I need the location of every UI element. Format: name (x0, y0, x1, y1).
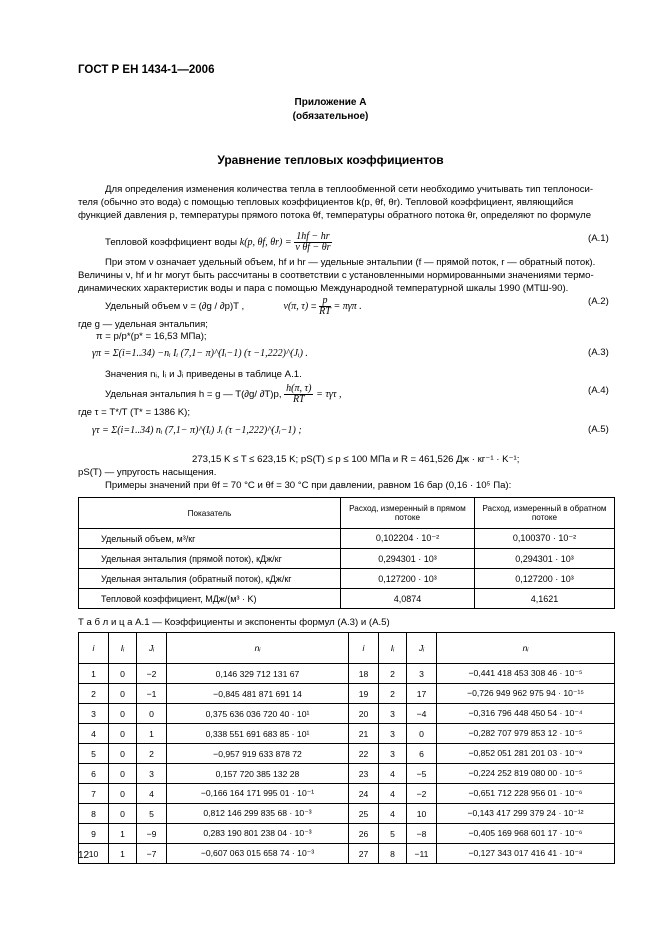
table-row (79, 804, 615, 824)
coef-header-cell: nᵢ (437, 633, 615, 664)
table-cell: 0 (109, 724, 137, 744)
coef-table-caption: Т а б л и ц а А.1 — Коэффициенты и экспоненты формул (А.3) и (А.5) (78, 617, 390, 628)
eq2-rhs: ν(π, τ) (283, 301, 309, 313)
table-cell: 2 (379, 664, 407, 684)
table-cell: 0 (137, 704, 167, 724)
table-cell: −0,852 051 281 201 03 · 10⁻⁹ (437, 744, 615, 764)
eq2-formula: Удельный объем ν = (∂g / ∂p)T , ν(π, τ) = $\frac{p}{RT}$ = πγπ . (105, 295, 362, 317)
eq5-number: (А.5) (588, 424, 609, 435)
table-cell: 6 (79, 764, 109, 784)
page-number: 12 (78, 850, 90, 861)
table-cell: 4 (379, 784, 407, 804)
table-cell: −0,957 919 633 878 72 (167, 744, 349, 764)
table-row (79, 844, 615, 864)
para2-line-1: При этом ν означает удельный объем, hf и hr — удельные энтальпии (f — прямой поток, r — обратный поток). (105, 257, 596, 268)
table-cell: 0 (109, 684, 137, 704)
eq2-label: Удельный объем ν = (∂g / ∂p)T , (105, 301, 245, 313)
table-cell: 0,127200 · 10³ (341, 569, 475, 589)
appendix-status: (обязательное) (292, 111, 369, 122)
eq3-number: (А.3) (588, 347, 609, 358)
eq2-numerator: p (319, 296, 331, 307)
standard-header: ГОСТ Р ЕН 1434-1—2006 (78, 64, 215, 76)
coef-header-cell: i (79, 633, 109, 664)
table-cell: −0,441 418 453 308 46 · 10⁻⁵ (437, 664, 615, 684)
eq3-formula: γπ = Σ(i=1..34) −nᵢ Iᵢ (7,1− π)^(Iᵢ−1) (τ −1,222)^(Jᵢ) . (92, 348, 308, 359)
table-cell: 3 (379, 724, 407, 744)
ranges-line: 273,15 K ≤ T ≤ 623,15 K; pS(T) ≤ p ≤ 100 МПа и R = 461,526 Дж · кг⁻¹ · K⁻¹; (192, 454, 520, 465)
table-cell: −11 (407, 844, 437, 864)
table-cell: −0,143 417 299 379 24 · 10⁻¹² (437, 804, 615, 824)
table-cell: −9 (137, 824, 167, 844)
examples-header-cell: Расход, измеренный в обратном потоке (474, 498, 614, 529)
eq2-denominator: RT (319, 306, 331, 317)
table-cell: 4 (379, 764, 407, 784)
table-row (79, 824, 615, 844)
coef-header-cell: Jᵢ (137, 633, 167, 664)
coef-header-cell: Jᵢ (407, 633, 437, 664)
table-cell: 5 (379, 824, 407, 844)
table-cell: 1 (109, 824, 137, 844)
coef-header-cell: Iᵢ (379, 633, 407, 664)
eq4-label: Удельная энтальпия h = g — T(∂g/ ∂T)p, (105, 389, 282, 401)
table-cell: 21 (349, 724, 379, 744)
eq1-number: (А.1) (588, 233, 609, 244)
table-cell: 20 (349, 704, 379, 724)
table-cell: 19 (349, 684, 379, 704)
table-cell: 0,146 329 712 131 67 (167, 664, 349, 684)
coef-header-cell: Iᵢ (109, 633, 137, 664)
intro-line-2: теля (обычно это вода) с помощью тепловых коэффициентов k(p, θf, θr). Тепловой коэффициент, являющийся (78, 197, 574, 208)
eq4-fraction (284, 384, 313, 405)
table-cell: 10 (407, 804, 437, 824)
table-cell: 0,338 551 691 683 85 · 10¹ (167, 724, 349, 744)
coef-header-cell: nᵢ (167, 633, 349, 664)
table-cell: 3 (407, 664, 437, 684)
table-cell: 25 (349, 804, 379, 824)
coef-table (78, 632, 615, 864)
table-row (79, 764, 615, 784)
eq4-tail: = τγτ , (316, 389, 342, 401)
eq1-formula (105, 232, 332, 253)
eq5-formula: γτ = Σ(i=1..34) nᵢ (7,1− π)^(Iᵢ) Jᵢ (τ −1,222)^(Jᵢ−1) ; (92, 425, 302, 436)
table-cell: 27 (349, 844, 379, 864)
table-cell: −8 (407, 824, 437, 844)
table-cell: 1 (137, 724, 167, 744)
table-cell: 3 (379, 744, 407, 764)
table-cell: −0,405 169 968 601 17 · 10⁻⁶ (437, 824, 615, 844)
table-cell: 0 (109, 664, 137, 684)
table-cell: 4,1621 (474, 589, 614, 609)
table-cell: 4 (137, 784, 167, 804)
table-cell: 8 (79, 804, 109, 824)
table-cell: 3 (379, 704, 407, 724)
table-cell: −0,651 712 228 956 01 · 10⁻⁶ (437, 784, 615, 804)
table-cell: −7 (137, 844, 167, 864)
table-cell: Удельная энтальпия (обратный поток), кДж/кг (79, 569, 341, 589)
para2-line-3: динамических характеристик воды и пара с помощью Международной температурной шкалы 1990 (МТШ-90). (78, 283, 569, 294)
examples-header-cell: Показатель (79, 498, 341, 529)
examples-header-row (79, 498, 615, 529)
table-cell: 9 (79, 824, 109, 844)
table-row (79, 529, 615, 549)
table-cell: −4 (407, 704, 437, 724)
eq1-numerator: 1hf − hr (296, 231, 330, 242)
table-cell: 0,157 720 385 132 28 (167, 764, 349, 784)
saturation-note: pS(T) — упругость насыщения. (78, 467, 217, 478)
examples-header-cell: Расход, измеренный в прямом потоке (341, 498, 475, 529)
table-cell: 1 (109, 844, 137, 864)
table-cell: 0,375 636 036 720 40 · 10¹ (167, 704, 349, 724)
eq2-fraction (319, 296, 331, 317)
table-cell: −2 (407, 784, 437, 804)
examples-intro: Примеры значений при θf = 70 °С и θf = 30 °С при давлении, равном 16 бар (0,16 · 10⁵ Па): (105, 480, 512, 491)
table-cell: 0 (109, 704, 137, 724)
table-cell: −0,282 707 979 853 12 · 10⁻⁵ (437, 724, 615, 744)
table-cell: −0,845 481 871 691 14 (167, 684, 349, 704)
coef-header-row (79, 633, 615, 664)
table-row (79, 724, 615, 744)
eq2-number: (А.2) (588, 296, 609, 307)
table-cell: 24 (349, 784, 379, 804)
table-cell: 5 (137, 804, 167, 824)
table-row (79, 549, 615, 569)
table-cell: 23 (349, 764, 379, 784)
table-row (79, 589, 615, 609)
table-cell: 4 (79, 724, 109, 744)
table-cell: 0 (109, 764, 137, 784)
table-cell: 4,0874 (341, 589, 475, 609)
table-row (79, 684, 615, 704)
table-row (79, 784, 615, 804)
where2: где τ = T*/T (T* = 1386 K); (78, 407, 190, 418)
where1-line-2: π = p/p*(p* = 16,53 МПа); (96, 331, 207, 342)
table-cell: 2 (79, 684, 109, 704)
table-cell: −0,607 063 015 658 74 · 10⁻³ (167, 844, 349, 864)
eq1-denominator: v θf − θr (295, 242, 331, 253)
table-row (79, 569, 615, 589)
table-cell: −1 (137, 684, 167, 704)
table-cell: 0 (407, 724, 437, 744)
table-cell: 0,100370 · 10⁻² (474, 529, 614, 549)
table-cell: Удельная энтальпия (прямой поток), кДж/кг (79, 549, 341, 569)
table-cell: 0 (109, 784, 137, 804)
table-cell: −0,127 343 017 416 41 · 10⁻⁸ (437, 844, 615, 864)
table-row (79, 704, 615, 724)
table-cell: 0,102204 · 10⁻² (341, 529, 475, 549)
para2-line-2: Величины ν, hf и hr могут быть рассчитаны в соответствии с установленными нормированными значениями термо- (78, 270, 594, 281)
where1-line-1: где g — удельная энтальпия; (78, 319, 208, 330)
eq4-denominator: RT (292, 394, 305, 405)
table-cell: 26 (349, 824, 379, 844)
table-cell: Удельный объем, м³/кг (79, 529, 341, 549)
eq1-label: Тепловой коэффициент воды (105, 237, 238, 249)
intro-line-3: функцией давления p, температуры прямого потока θf, температуры обратного потока θr, определяют по формуле (78, 210, 592, 221)
table-cell: 0,127200 · 10³ (474, 569, 614, 589)
table-cell: 3 (137, 764, 167, 784)
table-cell: 0,294301 · 10³ (474, 549, 614, 569)
appendix-title: Приложение А (294, 97, 367, 108)
table-row (79, 664, 615, 684)
table-cell: −5 (407, 764, 437, 784)
eq4-formula (105, 384, 341, 405)
eq1-lhs: k(p, θf, θr) = (239, 237, 292, 249)
table-cell: 4 (379, 804, 407, 824)
table-cell: 0 (109, 744, 137, 764)
coef-header-cell: i (349, 633, 379, 664)
table-cell: 0,283 190 801 238 04 · 10⁻³ (167, 824, 349, 844)
table-cell: 2 (137, 744, 167, 764)
table-cell: 2 (379, 684, 407, 704)
table-row (79, 744, 615, 764)
table-cell: 8 (379, 844, 407, 864)
table-cell: Тепловой коэффициент, МДж/(м³ · K) (79, 589, 341, 609)
eq2-tail: = πγπ . (333, 301, 362, 313)
table-cell: 0,812 146 299 835 68 · 10⁻³ (167, 804, 349, 824)
table-cell: 6 (407, 744, 437, 764)
table-cell: 5 (79, 744, 109, 764)
eq4-number: (А.4) (588, 385, 609, 396)
table-cell: 7 (79, 784, 109, 804)
eq4-numerator: h(π, τ) (286, 383, 312, 394)
table-cell: −0,726 949 962 975 94 · 10⁻¹⁵ (437, 684, 615, 704)
table-cell: 22 (349, 744, 379, 764)
table-cell: 10 (79, 844, 109, 864)
table-cell: 1 (79, 664, 109, 684)
section-title: Уравнение тепловых коэффициентов (217, 153, 444, 167)
table-cell: 18 (349, 664, 379, 684)
examples-table (78, 497, 615, 609)
note3: Значения nᵢ, Iᵢ и Jᵢ приведены в таблице А.1. (105, 369, 302, 380)
table-cell: 0,294301 · 10³ (341, 549, 475, 569)
table-cell: 3 (79, 704, 109, 724)
table-cell: −0,316 796 448 450 54 · 10⁻⁴ (437, 704, 615, 724)
eq1-fraction (294, 232, 331, 253)
table-cell: 17 (407, 684, 437, 704)
table-cell: −2 (137, 664, 167, 684)
table-cell: −0,166 164 171 995 01 · 10⁻¹ (167, 784, 349, 804)
intro-line-1: Для определения изменения количества тепла в теплообменной сети необходимо учитывать тип теплоноси- (105, 184, 594, 195)
table-cell: −0,224 252 819 080 00 · 10⁻⁵ (437, 764, 615, 784)
table-cell: 0 (109, 804, 137, 824)
